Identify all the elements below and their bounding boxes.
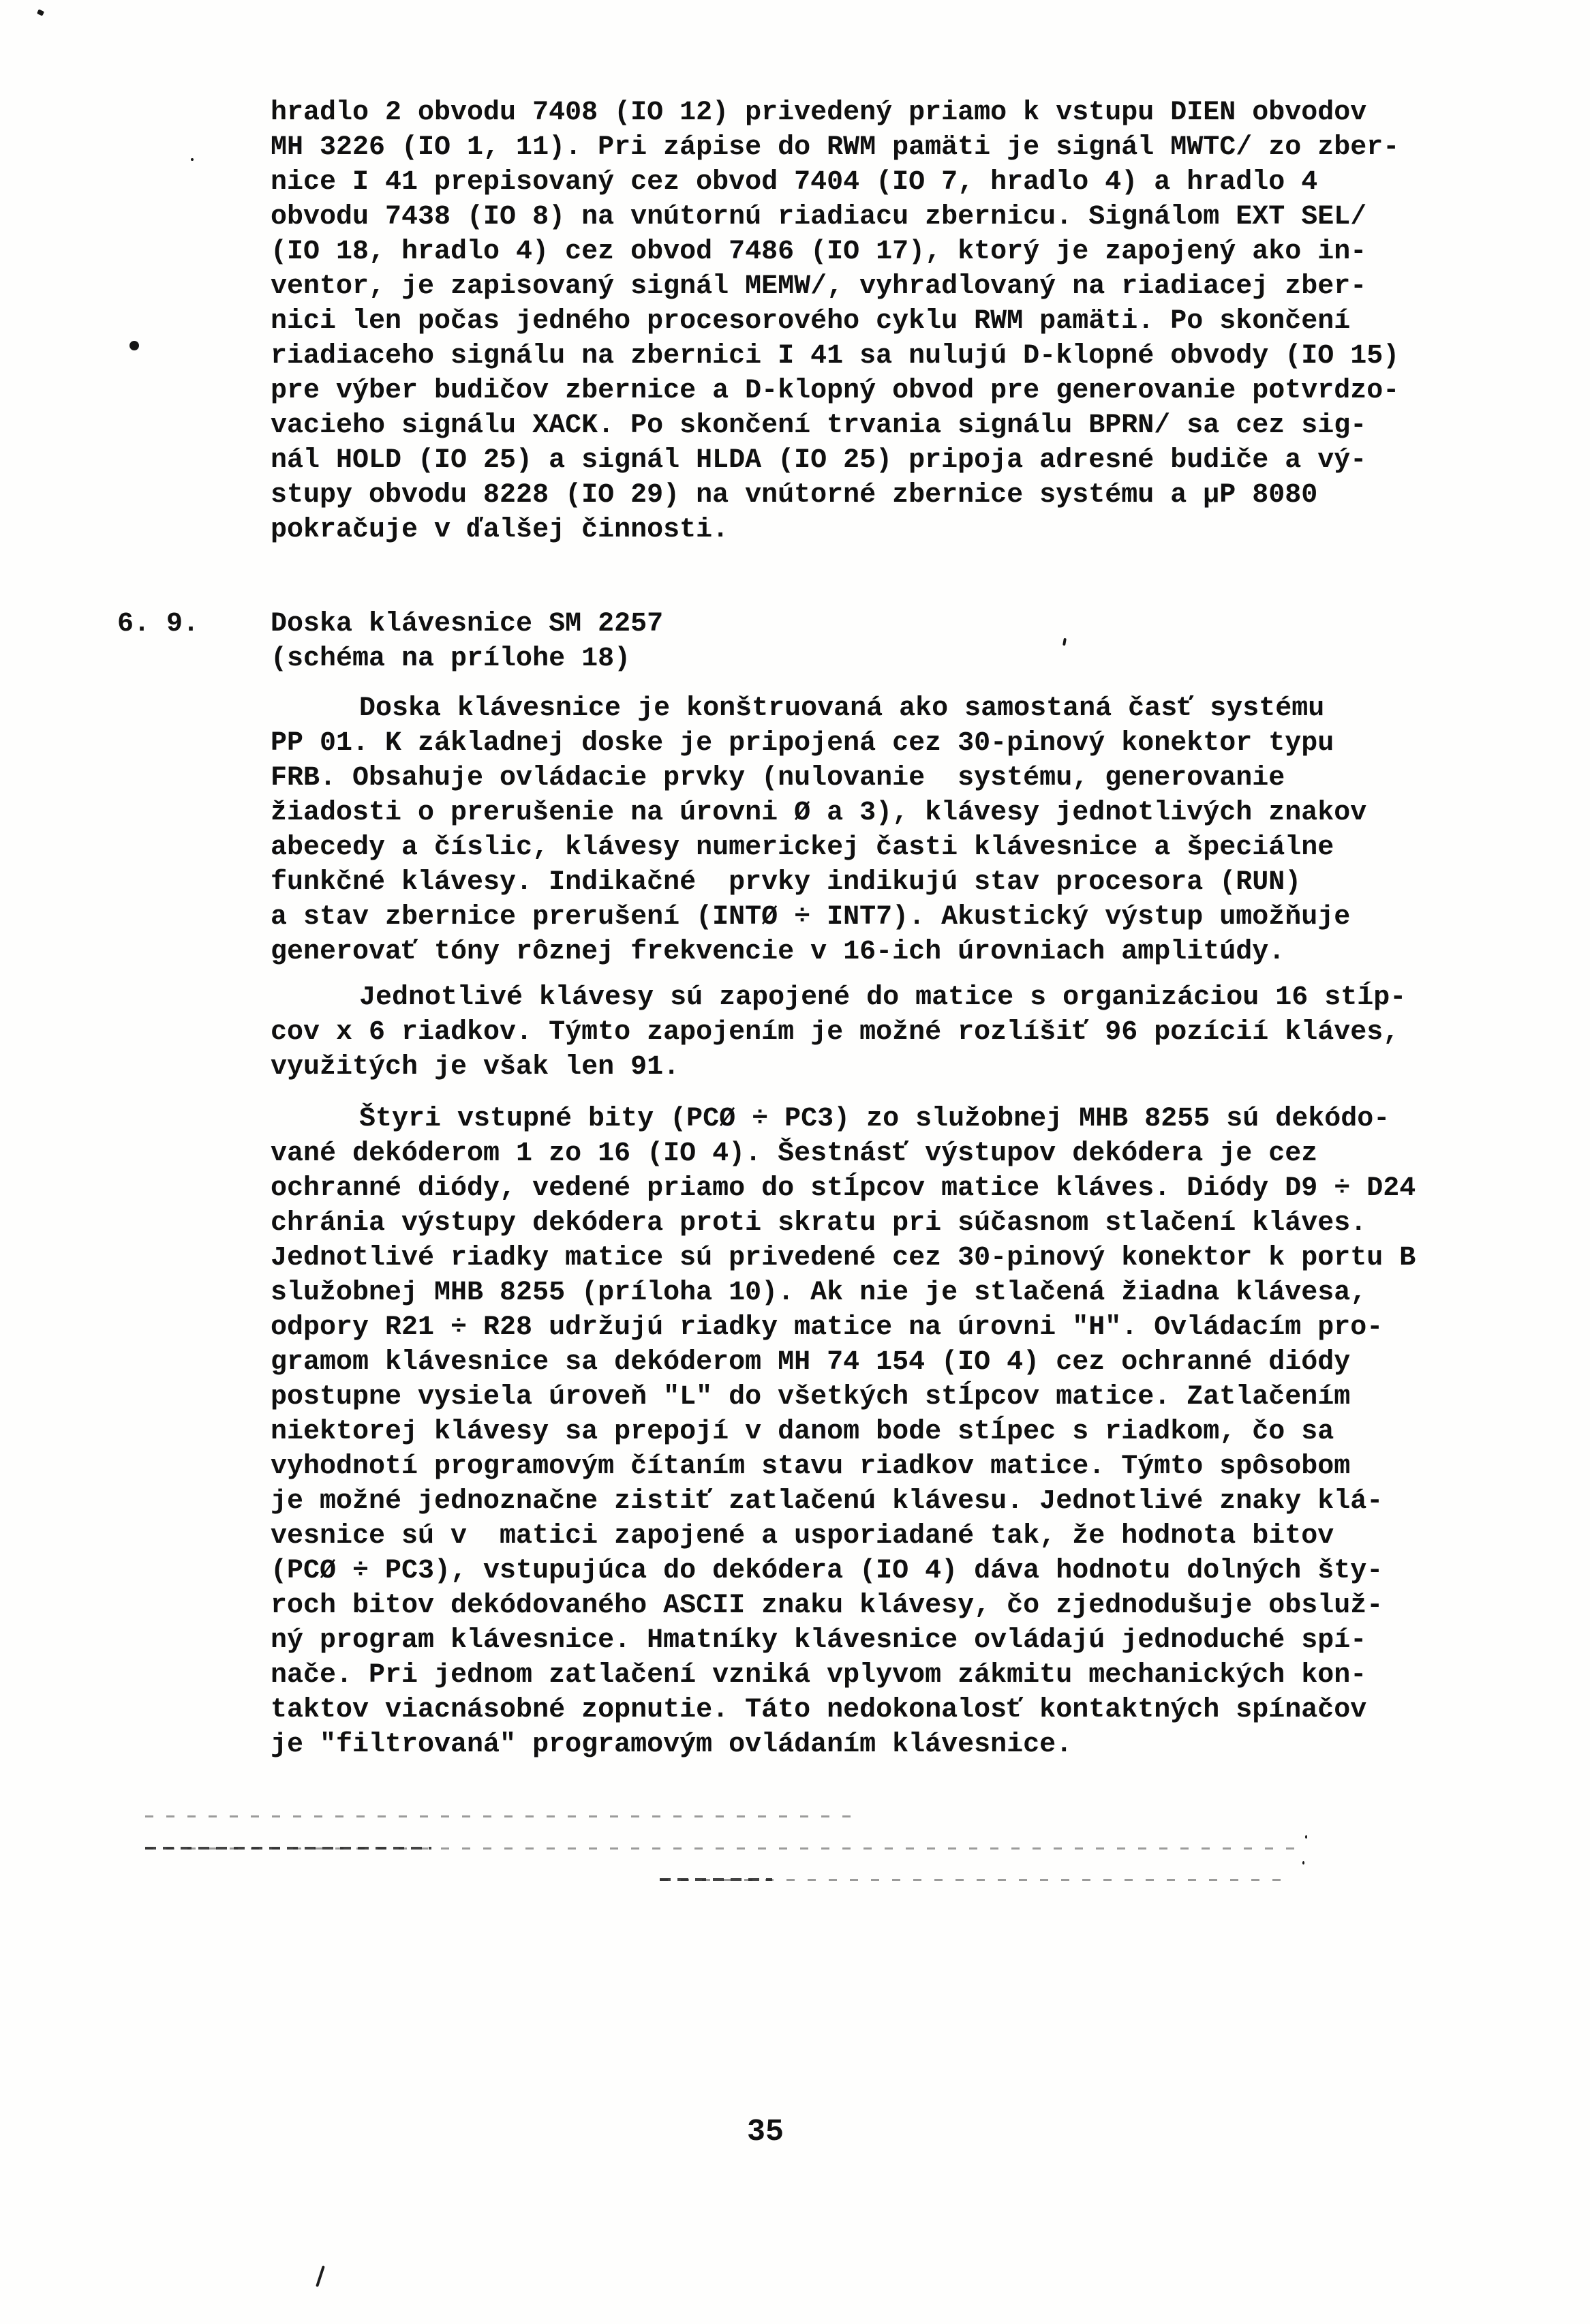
text-line: Doska klávesnice je konštruovaná ako samostaná časť systému <box>359 693 1325 724</box>
ink-speck <box>191 158 194 161</box>
text-line: Štyri vstupné bity (PCØ ÷ PC3) zo služobnej MHB 8255 sú dekódo- <box>359 1104 1390 1134</box>
ink-dot-left-margin <box>129 341 139 350</box>
text-line: žiadosti o prerušenie na úrovni Ø a 3), klávesy jednotlivých znakov <box>271 798 1367 828</box>
text-line: je možné jednoznačne zistiť zatlačenú klávesu. Jednotlivé znaky klá- <box>271 1486 1383 1517</box>
text-line: Jednotlivé riadky matice sú privedené cez 30-pinový konektor k portu B <box>271 1243 1416 1273</box>
section-subtitle: (schéma na prílohe 18) <box>271 644 631 674</box>
text-line: nače. Pri jednom zatlačení vzniká vplyvom zákmitu mechanických kon- <box>271 1660 1367 1691</box>
scan-artifact-line <box>660 1878 772 1881</box>
intro-paragraph <box>271 95 1399 547</box>
text-line: vesnice sú v matici zapojené a usporiadané tak, že hodnota bitov <box>271 1521 1334 1552</box>
text-line: FRB. Obsahuje ovládacie prvky (nulovanie systému, generovanie <box>271 763 1285 794</box>
text-line: ný program klávesnice. Hmatníky klávesnice ovládajú jednoduché spí- <box>271 1625 1367 1656</box>
text-line: PP 01. K základnej doske je pripojená cez 30-pinový konektor typu <box>271 728 1334 759</box>
text-line: pokračuje v ďalšej činnosti. <box>271 515 729 545</box>
text-line: postupne vysiela úroveň "L" do všetkých stĺpcov matice. Zatlačením <box>271 1382 1351 1413</box>
ink-speck <box>1302 1861 1304 1865</box>
text-line: služobnej MHB 8255 (príloha 10). Ak nie je stlačená žiadna klávesa, <box>271 1278 1367 1308</box>
text-line: ochranné diódy, vedené priamo do stĺpcov matice kláves. Diódy D9 ÷ D24 <box>271 1173 1416 1204</box>
text-line: obvodu 7438 (IO 8) na vnútornú riadiacu zbernicu. Signálom EXT SEL/ <box>271 202 1367 232</box>
text-line: nici len počas jedného procesorového cyklu RWM pamäti. Po skončení <box>271 306 1351 337</box>
text-line: (IO 18, hradlo 4) cez obvod 7486 (IO 17), ktorý je zapojený ako in- <box>271 237 1367 267</box>
text-line: nál HOLD (IO 25) a signál HLDA (IO 25) pripoja adresné budiče a vý- <box>271 445 1367 476</box>
text-line: vacieho signálu XACK. Po skončení trvania signálu BPRN/ sa cez sig- <box>271 410 1367 441</box>
paragraph-a <box>271 691 1366 969</box>
paragraph-b <box>271 980 1406 1085</box>
ink-speck <box>1305 1835 1307 1839</box>
text-line: odpory R21 ÷ R28 udržujú riadky matice na úrovni "H". Ovládacím pro- <box>271 1312 1383 1343</box>
text-line: a stav zbernice prerušení (INTØ ÷ INT7). Akustický výstup umožňuje <box>271 902 1351 933</box>
text-line: (PCØ ÷ PC3), vstupujúca do dekódera (IO 4) dáva hodnotu dolných šty- <box>271 1556 1383 1586</box>
text-line: nice I 41 prepisovaný cez obvod 7404 (IO 7, hradlo 4) a hradlo 4 <box>271 167 1318 198</box>
ink-slash-mark <box>316 2265 325 2287</box>
text-line: pre výber budičov zbernice a D-klopný obvod pre generovanie potvrdzo- <box>271 376 1400 406</box>
scan-artifact-line <box>145 1815 857 1817</box>
section-title: Doska klávesnice SM 2257 <box>271 609 664 639</box>
text-line: taktov viacnásobné zopnutie. Táto nedokonalosť kontaktných spínačov <box>271 1695 1367 1725</box>
text-line: chránia výstupy dekódera proti skratu pri súčasnom stlačení kláves. <box>271 1208 1367 1239</box>
paragraph-c <box>271 1102 1416 1762</box>
ink-speck <box>37 9 44 16</box>
text-line: vané dekóderom 1 zo 16 (IO 4). Šestnásť výstupov dekódera je cez <box>271 1138 1318 1169</box>
text-line: ventor, je zapisovaný signál MEMW/, vyhradlovaný na riadiacej zber- <box>271 271 1367 302</box>
text-line: riadiaceho signálu na zbernici I 41 sa nulujú D-klopné obvody (IO 15) <box>271 341 1400 372</box>
text-line: gramom klávesnice sa dekóderom MH 74 154 (IO 4) cez ochranné diódy <box>271 1347 1351 1378</box>
text-line: MH 3226 (IO 1, 11). Pri zápise do RWM pamäti je signál MWTC/ zo zber- <box>271 132 1400 163</box>
text-line: vyhodnotí programovým čítaním stavu riadkov matice. Týmto spôsobom <box>271 1451 1351 1482</box>
text-line: hradlo 2 obvodu 7408 (IO 12) privedený priamo k vstupu DIEN obvodov <box>271 97 1367 128</box>
ink-speck <box>1062 638 1067 646</box>
text-line: Jednotlivé klávesy sú zapojené do matice s organizáciou 16 stĺp- <box>359 982 1407 1013</box>
page-number: 35 <box>747 2115 784 2149</box>
text-line: abecedy a číslic, klávesy numerickej časti klávesnice a špeciálne <box>271 832 1334 863</box>
section-number: 6. 9. <box>117 609 200 639</box>
text-line: generovať tóny rôznej frekvencie v 16-ich úrovniach amplitúdy. <box>271 937 1285 967</box>
text-line: funkčné klávesy. Indikačné prvky indikujú stav procesora (RUN) <box>271 867 1302 898</box>
text-line: cov x 6 riadkov. Týmto zapojením je možné rozlíšiť 96 pozícií kláves, <box>271 1017 1400 1048</box>
text-line: roch bitov dekódovaného ASCII znaku klávesy, čo zjednodušuje obsluž- <box>271 1590 1383 1621</box>
text-line: využitých je však len 91. <box>271 1052 680 1083</box>
scan-artifact-line <box>145 1847 431 1850</box>
text-line: je "filtrovaná" programovým ovládaním klávesnice. <box>271 1730 1073 1760</box>
text-line: stupy obvodu 8228 (IO 29) na vnútorné zbernice systému a µP 8080 <box>271 480 1318 511</box>
text-line: niektorej klávesy sa prepojí v danom bode stĺpec s riadkom, čo sa <box>271 1417 1334 1447</box>
